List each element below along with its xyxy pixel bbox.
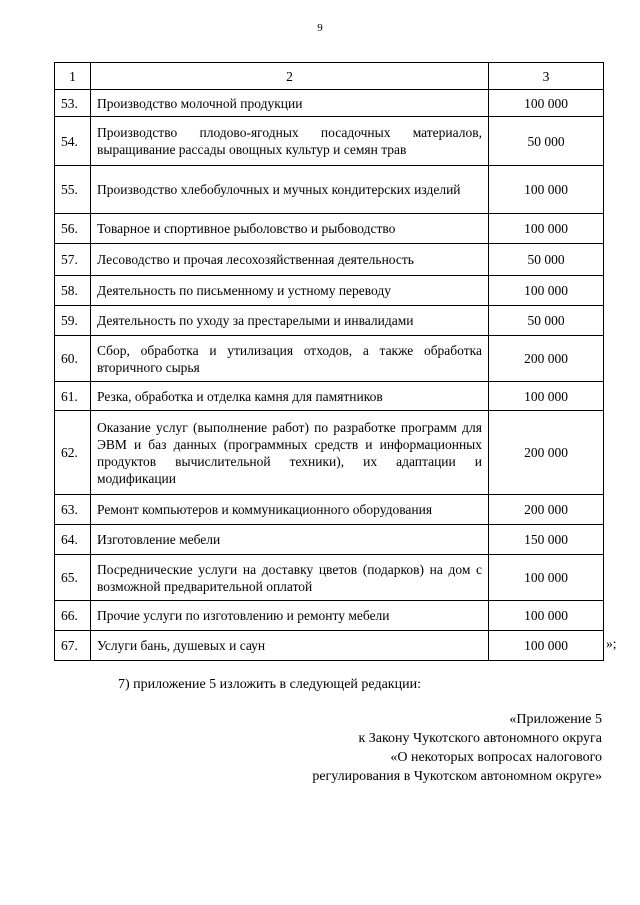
appendix-line: «Приложение 5 [509,712,602,727]
table-row [55,525,604,555]
row-amount: 100 000 [489,555,604,601]
row-number: 63. [55,495,91,525]
table-row [55,117,604,166]
page-number: 9 [317,22,323,34]
table-row [55,495,604,525]
appendix-line: регулирования в Чукотском автономном округе» [312,769,602,784]
row-description: Производство плодово-ягодных посадочных материалов, выращивание рассады овощных культур и семян трав [91,117,489,166]
row-description: Посреднические услуги на доставку цветов (подарков) на дом с возможной предварительной оплатой [91,555,489,601]
row-description: Деятельность по письменному и устному переводу [91,276,489,306]
header-cell-3: 3 [489,63,604,90]
row-description: Прочие услуги по изготовлению и ремонту мебели [91,601,489,631]
table-row [55,411,604,495]
header-cell-2: 2 [91,63,489,90]
row-amount: 200 000 [489,411,604,495]
table-row [55,336,604,382]
table-row [55,214,604,244]
appendix-heading [312,710,602,786]
row-number: 57. [55,244,91,276]
row-description: Лесоводство и прочая лесохозяйственная деятельность [91,244,489,276]
row-number: 59. [55,306,91,336]
row-description: Производство молочной продукции [91,90,489,117]
row-number: 56. [55,214,91,244]
table-row [55,601,604,631]
table-row [55,90,604,117]
row-number: 67. [55,631,91,661]
row-amount: 100 000 [489,90,604,117]
row-description: Деятельность по уходу за престарелыми и инвалидами [91,306,489,336]
row-amount: 100 000 [489,214,604,244]
row-number: 58. [55,276,91,306]
row-description: Изготовление мебели [91,525,489,555]
row-description: Ремонт компьютеров и коммуникационного оборудования [91,495,489,525]
row-number: 55. [55,166,91,214]
instruction-paragraph: 7) приложение 5 изложить в следующей редакции: [118,677,421,692]
row-number: 65. [55,555,91,601]
row-number: 66. [55,601,91,631]
row-number: 64. [55,525,91,555]
row-amount: 200 000 [489,336,604,382]
table-row [55,276,604,306]
row-number: 53. [55,90,91,117]
table-row [55,555,604,601]
row-amount: 200 000 [489,495,604,525]
header-cell-1: 1 [55,63,91,90]
row-amount: 100 000 [489,601,604,631]
row-description: Резка, обработка и отделка камня для памятников [91,382,489,411]
table-row [55,382,604,411]
row-amount: 150 000 [489,525,604,555]
table-row [55,306,604,336]
table-header-row [55,63,604,90]
table-row [55,631,604,661]
row-number: 61. [55,382,91,411]
row-amount: 50 000 [489,306,604,336]
row-number: 62. [55,411,91,495]
row-description: Товарное и спортивное рыболовство и рыбоводство [91,214,489,244]
row-description: Производство хлебобулочных и мучных кондитерских изделий [91,166,489,214]
activity-table [54,62,604,661]
row-amount: 50 000 [489,117,604,166]
row-amount: 100 000 [489,276,604,306]
row-number: 60. [55,336,91,382]
row-description: Услуги бань, душевых и саун [91,631,489,661]
table-row [55,244,604,276]
row-amount: 100 000 [489,166,604,214]
row-amount: 50 000 [489,244,604,276]
row-amount: 100 000 [489,382,604,411]
row-description: Сбор, обработка и утилизация отходов, а также обработка вторичного сырья [91,336,489,382]
closing-quote-mark: »; [606,636,617,651]
row-number: 54. [55,117,91,166]
appendix-line: «О некоторых вопросах налогового [390,750,602,765]
row-description: Оказание услуг (выполнение работ) по разработке программ для ЭВМ и баз данных (программных средств и информационных продуктов вычислительной техники), их адаптации и модификации [91,411,489,495]
appendix-line: к Закону Чукотского автономного округа [358,731,602,746]
row-amount: 100 000 [489,631,604,661]
table-row [55,166,604,214]
